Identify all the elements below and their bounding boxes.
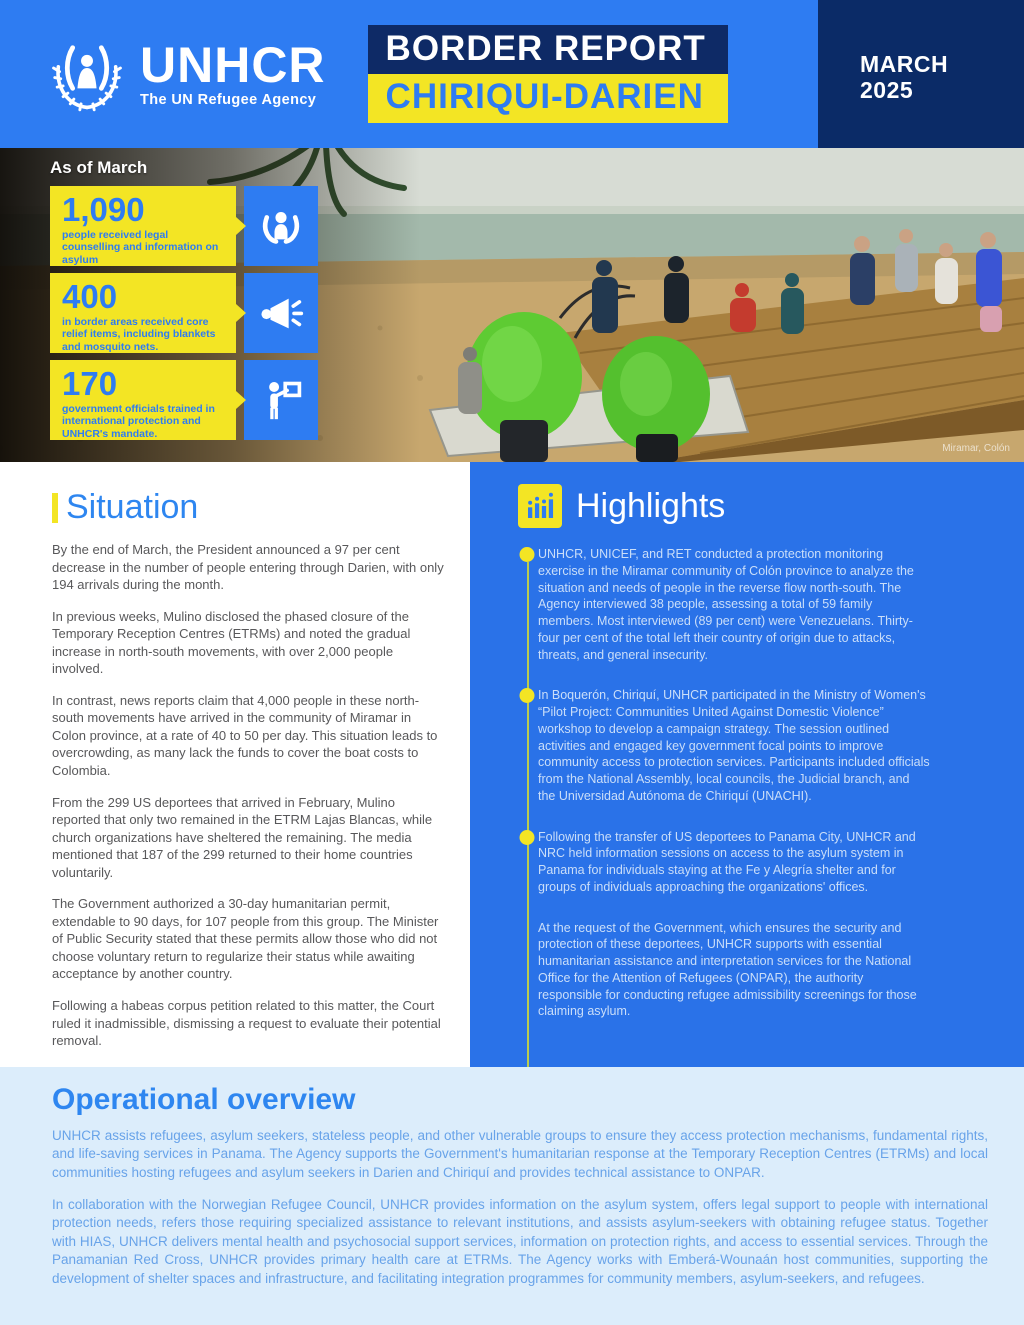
- unhcr-logo: [44, 31, 326, 117]
- stat-row-counselling: [50, 186, 325, 266]
- arrow-right-icon: [236, 304, 246, 322]
- stat-row-relief-items: [50, 273, 325, 353]
- operational-overview-section: [0, 1067, 1024, 1325]
- logo-name: UNHCR: [140, 37, 326, 93]
- situation-paragraph: Following a habeas corpus petition related to this matter, the Court ruled it inadmissible, dismissing a request to evaluate their potential removal.: [52, 998, 441, 1049]
- content-columns: [0, 462, 1024, 1067]
- operational-title: Operational overview: [52, 1083, 356, 1116]
- highlight-item: [538, 829, 930, 896]
- timeline-line: [527, 562, 529, 1067]
- report-title-line1: BORDER REPORT: [368, 25, 728, 74]
- highlight-text: In Boquerón, Chiriquí, UNHCR participated in the Ministry of Women's “Pilot Project: Communities United Against Domestic Violence” workshop to develop a campaign strategy. The session outlined activities and engaged key government focal points to improve community access to protection services. Participants included officials from the National Assembly, local councils, the Judicial branch, and the Universidad Autónoma de Chiriquí (UNACHI).: [538, 688, 930, 803]
- highlight-continuation: [538, 920, 930, 1021]
- report-title: [368, 25, 728, 123]
- report-year: 2025: [860, 76, 914, 103]
- highlight-text: At the request of the Government, which ensures the security and protection of these deportees, UNHCR supports with essential humanitarian assistance and interpretation services for the National Office for the Attention of Refugees (ONPAR), the authority responsible for conducting refugee admissibility screenings for those claiming asylum.: [538, 920, 917, 1019]
- highlight-text: UNHCR, UNICEF, and RET conducted a protection monitoring exercise in the Miramar community of Colón province to analyze the situation and needs of people in the reverse flow north-south. The Agency interviewed 38 people, assessing a total of 59 family members. Most interviewed (89 per cent) were Venezuelans. Thirty-four per cent of the total left their country of origin due to attacks, threats, and general insecurity.: [538, 547, 914, 662]
- arrow-right-icon: [236, 391, 246, 409]
- bullet-dot-icon: [520, 830, 535, 845]
- report-month: MARCH: [860, 51, 949, 77]
- situation-paragraph: The Government authorized a 30-day humanitarian permit, extendable to 90 days, for 107 people from this group. The Minister of Public Security stated that these permits allow those who did not choose voluntary return to regularize their status while awaiting acceptance by another country.: [52, 896, 439, 982]
- unhcr-emblem-icon: [44, 31, 130, 117]
- report-date-panel: [818, 0, 1024, 148]
- stat-label: government officials trained in international protection and UNHCR's mandate.: [62, 403, 215, 440]
- as-of-label: As of March: [50, 158, 148, 177]
- bar-chart-icon: [518, 484, 562, 528]
- logo-tagline: The UN Refugee Agency: [140, 92, 317, 108]
- photo-caption: Miramar, Colón: [942, 443, 1010, 454]
- stat-value: 1,090: [62, 191, 145, 228]
- stat-value: 400: [62, 278, 118, 315]
- heading-accent-bar: [52, 493, 58, 523]
- arrow-right-icon: [236, 217, 246, 235]
- key-stats: [50, 158, 325, 447]
- megaphone-icon: [244, 273, 318, 353]
- highlight-text: Following the transfer of US deportees to Panama City, UNHCR and NRC held information sessions on access to the asylum system in Panama for individuals staying at the Fe y Alegría shelter and for groups of individuals approaching the organizations' offices.: [538, 829, 916, 894]
- situation-paragraph: By the end of March, the President announced a 97 per cent decrease in the number of people entering through Darien, with only 194 arrivals during the month.: [52, 542, 444, 593]
- stat-value: 170: [62, 365, 118, 402]
- trainer-presentation-icon: [244, 360, 318, 440]
- hands-holding-person-icon: [244, 186, 318, 266]
- bullet-dot-icon: [520, 547, 535, 562]
- header: [0, 0, 1024, 148]
- highlight-item: [538, 546, 930, 663]
- stat-card: [50, 273, 236, 353]
- operational-paragraph: UNHCR assists refugees, asylum seekers, stateless people, and other vulnerable groups to ensure they access protection mechanisms, fundamental rights, and life-saving services in Panama. The Agency supports the Government's humanitarian response at the Temporary Reception Centres (ETRMs) and local communities hosting refugees and asylum seekers in Darien and Chiriquí and provides technical assistance to ONPAR.: [52, 1128, 988, 1180]
- bullet-dot-icon: [520, 688, 535, 703]
- stat-label: people received legal counselling and information on asylum: [62, 229, 219, 266]
- highlights-title: Highlights: [576, 486, 726, 525]
- situation-section: [0, 462, 470, 1067]
- situation-paragraph: In contrast, news reports claim that 4,000 people in these north-south movements have arrived in the community of Miramar in Colon province, at a rate of 40 to 50 per day. This situation leads to overcrowding, as many lack the funds to cover the boat costs to Colombia.: [52, 692, 438, 779]
- hero-photo-section: [0, 148, 1024, 462]
- situation-title: Situation: [66, 488, 199, 526]
- stat-card: [50, 186, 236, 266]
- situation-paragraph: From the 299 US deportees that arrived in February, Mulino reported that only two remained in the ETRM Lajas Blancas, while church organizations have sheltered the remaining. The media mentioned that 187 of the 299 returned to their home countries voluntarily.: [52, 794, 433, 880]
- highlights-section: [470, 462, 1024, 1067]
- stat-label: in border areas received core relief items, including blankets and mosquito nets.: [62, 316, 216, 353]
- highlight-item: [538, 687, 930, 804]
- stat-row-officials-trained: [50, 360, 325, 440]
- report-title-line2: CHIRIQUI-DARIEN: [368, 74, 728, 123]
- stat-card: [50, 360, 236, 440]
- situation-paragraph: In previous weeks, Mulino disclosed the phased closure of the Temporary Reception Centres (ETRMs) and noted the gradual increase in north-south movements, with over 2,000 people involved.: [52, 608, 411, 677]
- operational-paragraph: In collaboration with the Norwegian Refugee Council, UNHCR provides information on the asylum system, offers legal support to people with international protection needs, refers those requiring specialized assistance to relevant institutions, and assists asylum-seekers with obtaining refugee status. Together with HIAS, UNHCR delivers mental health and psychosocial support services, information on protection rights, and access to essential services. Through the Panamanian Red Cross, UNHCR provides primary health care at ETRMs. The Agency works with Emberá-Wounaán host communities, supporting the development of shelter spaces and infrastructure, and facilitating integration programmes for community members, asylum-seekers, and refugees.: [52, 1197, 988, 1286]
